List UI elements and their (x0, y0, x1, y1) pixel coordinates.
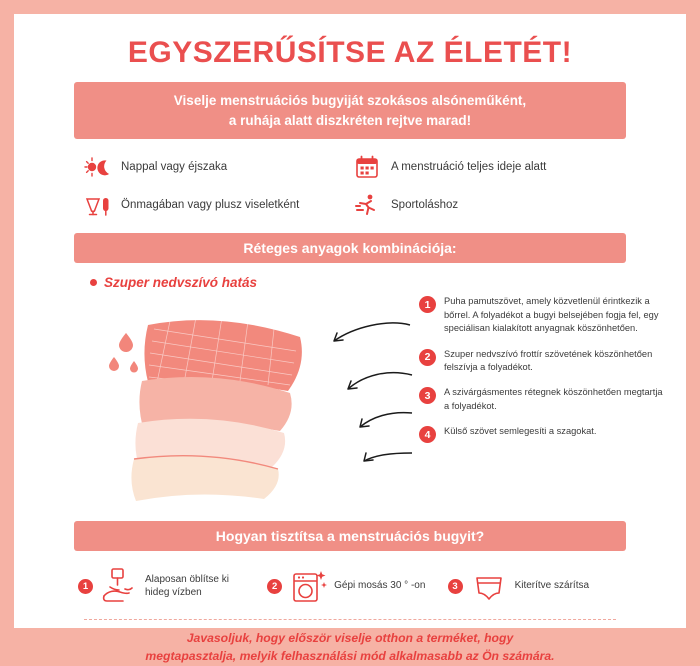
care-step-body (99, 565, 229, 607)
care-step-line1: Alaposan öblítse ki (145, 573, 229, 585)
usage-item-standalone-or-extra (82, 191, 348, 219)
layer-step-number: 1 (419, 296, 436, 313)
care-step-body (288, 565, 425, 607)
care-step-number: 3 (448, 579, 463, 594)
usage-item-full-period (352, 153, 618, 181)
calendar-icon (352, 153, 382, 181)
runner-icon (352, 191, 382, 219)
intro-banner-line1: Viselje menstruációs bugyiját szokásos alsóneműként, (173, 93, 527, 108)
care-step-flat-dry (448, 565, 622, 607)
usage-item-sport (352, 191, 618, 219)
footer-note-line1: Javasoljuk, hogy először viselje otthon a terméket, hogy (186, 631, 514, 646)
usage-item-day-night (82, 153, 348, 181)
layer-step-text: Szuper nedvszívó frottír szövetének köszönhetően felszívja a folyadékot. (444, 348, 653, 372)
layer-step (419, 386, 669, 413)
absorbency-highlight (90, 275, 626, 290)
layer-step-number: 3 (419, 387, 436, 404)
care-step-body (469, 565, 589, 607)
poster-card (14, 14, 686, 664)
fabric-layers-illustration (92, 307, 322, 503)
layer-step (419, 348, 669, 375)
care-section-heading: Hogyan tisztítsa a menstruációs bugyit? (74, 521, 626, 551)
page-title: EGYSZERŰSÍTSE AZ ÉLETÉT! (127, 36, 573, 69)
underwear-icon (469, 565, 509, 607)
care-step-number: 1 (78, 579, 93, 594)
hand-wash-icon (99, 565, 139, 607)
footer-note (74, 629, 626, 666)
intro-banner-line2: a ruhája alatt diszkréten rejtve marad! (228, 112, 472, 128)
usage-item-label: Nappal vagy éjszaka (121, 161, 228, 174)
care-step-text (145, 573, 229, 600)
layer-step (419, 425, 669, 443)
layers-section-heading: Réteges anyagok kombinációja: (74, 233, 626, 263)
care-step-machine-wash (267, 565, 441, 607)
layer-step-text: Külső szövet semlegesíti a szagokat. (444, 426, 597, 437)
layer-step (419, 295, 669, 335)
care-step-text (515, 579, 589, 593)
layer-steps-list (419, 295, 669, 455)
bullet-dot-icon (90, 279, 97, 286)
absorbency-highlight-label: Szuper nedvszívó hatás (104, 275, 258, 291)
footer-divider (84, 619, 616, 620)
layer-step-number: 2 (419, 349, 436, 366)
water-drop-icon (109, 333, 138, 373)
care-step-line1: Kiterítve szárítsa (514, 580, 590, 592)
care-step-number: 2 (267, 579, 282, 594)
intro-banner (74, 82, 626, 139)
layer-step-text: Puha pamutszövet, amely közvetlenül érintkezik a bőrrel. A folyadékot a bugyi belsejében fogja fel, egy speciálisan kialakított anyagnak köszönhetően. (444, 296, 659, 334)
layers-section (74, 275, 663, 507)
care-step-rinse (78, 565, 261, 607)
usage-item-label: A menstruáció teljes ideje alatt (391, 161, 547, 174)
footer-note-line2: megtapasztalja, melyik felhasználási mód alkalmasabb az Ön számára. (145, 649, 555, 664)
care-step-line1: Gépi mosás 30 ° -on (334, 580, 426, 592)
washing-machine-icon (288, 565, 328, 607)
poster-inner (14, 14, 686, 664)
usage-list (74, 153, 626, 219)
cup-tampon-icon (82, 191, 112, 219)
layer-step-number: 4 (419, 426, 436, 443)
sun-moon-icon (82, 153, 112, 181)
usage-item-label: Önmagában vagy plusz viseletként (121, 199, 300, 212)
care-step-line2: hideg vízben (145, 587, 202, 599)
usage-item-label: Sportoláshoz (391, 199, 459, 212)
layer-step-text: A szivárgásmentes rétegnek köszönhetően megtartja a folyadékot. (444, 387, 663, 411)
care-step-text (334, 579, 425, 593)
care-steps-list (74, 565, 626, 607)
